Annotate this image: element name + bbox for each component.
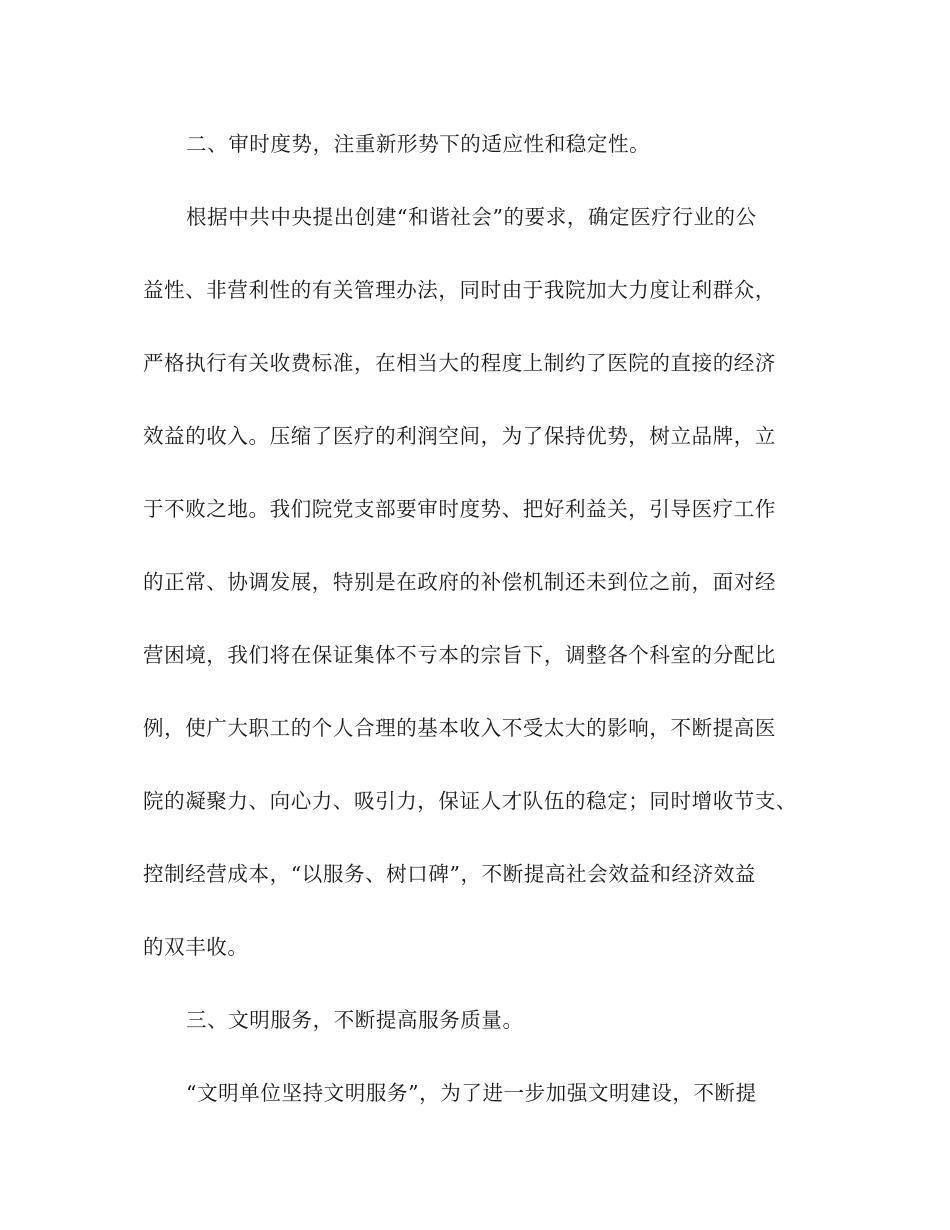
paragraph-line: 例，使广大职工的个人合理的基本收入不受太大的影响，不断提高医 — [143, 716, 776, 740]
section-heading-2: 二、审时度势，注重新形势下的适应性和稳定性。 — [186, 132, 651, 156]
paragraph-line: 控制经营成本，“以服务、树口碑”，不断提高社会效益和经济效益 — [143, 862, 756, 886]
paragraph-line: 效益的收入。压缩了医疗的利润空间，为了保持优势，树立品牌，立 — [143, 424, 776, 448]
paragraph-line: 于不败之地。我们院党支部要审时度势、把好利益关，引导医疗工作 — [143, 497, 776, 521]
paragraph-line: 益性、非营利性的有关管理办法，同时由于我院加大力度让利群众， — [143, 278, 776, 302]
paragraph-line: 营困境，我们将在保证集体不亏本的宗旨下，调整各个科室的分配比 — [143, 643, 776, 667]
paragraph-line: “文明单位坚持文明服务”，为了进一步加强文明建设，不断提 — [186, 1081, 757, 1105]
paragraph-line: 根据中共中央提出创建“和谐社会”的要求，确定医疗行业的公 — [186, 205, 757, 229]
section-heading-3: 三、文明服务，不断提高服务质量。 — [186, 1008, 524, 1032]
paragraph-line: 的正常、协调发展，特别是在政府的补偿机制还未到位之前，面对经 — [143, 570, 776, 594]
paragraph-line: 的双丰收。 — [143, 935, 249, 959]
paragraph-line: 严格执行有关收费标准，在相当大的程度上制约了医院的直接的经济 — [143, 351, 776, 375]
paragraph-line: 院的凝聚力、向心力、吸引力，保证人才队伍的稳定；同时增收节支、 — [143, 789, 798, 813]
